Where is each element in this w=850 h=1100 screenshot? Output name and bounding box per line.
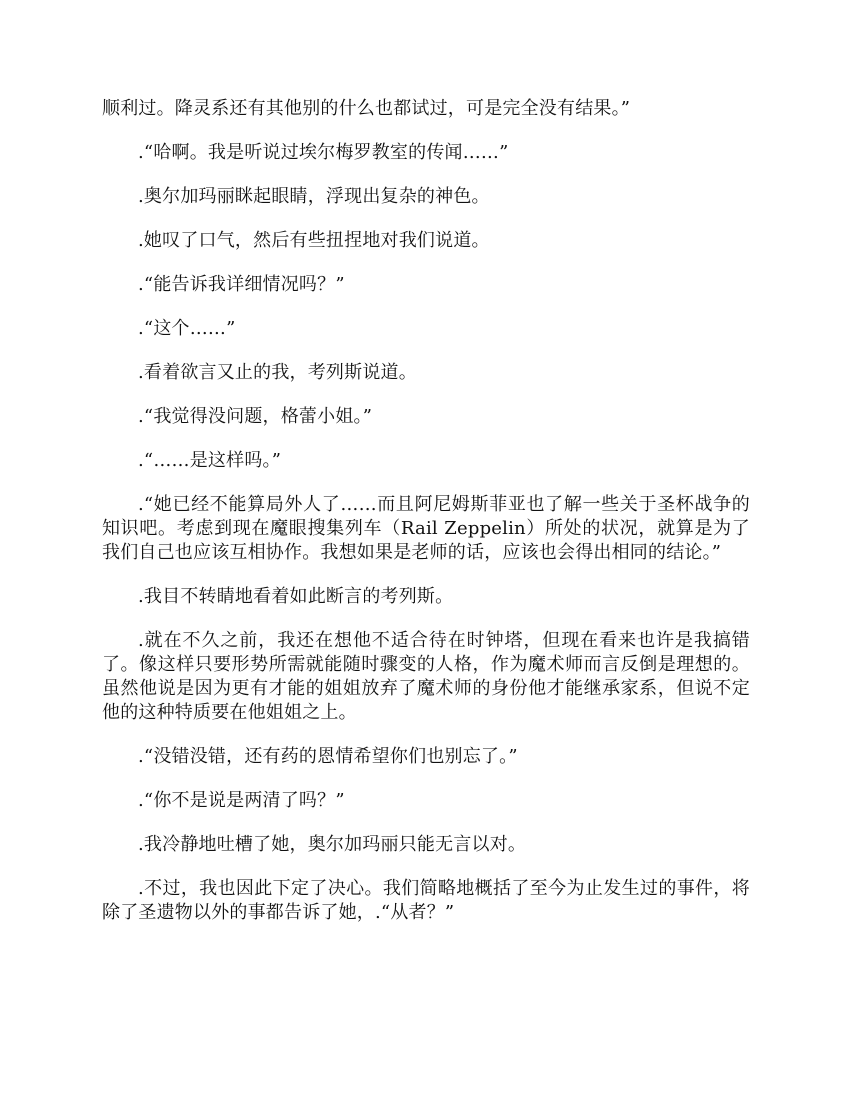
paragraph: .“哈啊。我是听说过埃尔梅罗教室的传闻……” xyxy=(138,142,509,163)
paragraph: .“你不是说是两清了吗？” xyxy=(138,790,345,811)
paragraph: .奥尔加玛丽眯起眼睛，浮现出复杂的神色。 xyxy=(138,186,490,207)
paragraph: .“这个……” xyxy=(138,318,236,339)
paragraph: 顺利过。降灵系还有其他别的什么也都试过，可是完全没有结果。” xyxy=(102,98,631,119)
paragraph: .“能告诉我详细情况吗？” xyxy=(138,274,345,295)
paragraph: .看着欲言又止的我，考列斯说道。 xyxy=(138,362,417,383)
document-page xyxy=(102,97,750,945)
paragraph: .“没错没错，还有药的恩情希望你们也别忘了。” xyxy=(138,746,518,767)
paragraph: .不过，我也因此下定了决心。我们简略地概括了至今为止发生过的事件，将除了圣遗物以外的事都告诉了她，.“从者？” xyxy=(102,878,750,923)
paragraph: .我冷静地吐槽了她，奥尔加玛丽只能无言以对。 xyxy=(138,834,527,855)
paragraph: .她叹了口气，然后有些扭捏地对我们说道。 xyxy=(138,230,490,251)
paragraph: .就在不久之前，我还在想他不适合待在时钟塔，但现在看来也许是我搞错了。像这样只要形势所需就能随时骤变的人格，作为魔术师而言反倒是理想的。虽然他说是因为更有才能的姐姐放弃了魔术师的身份他才能继承家系，但说不定他的这种特质要在他姐姐之上。 xyxy=(102,630,750,723)
paragraph: .“……是这样吗。” xyxy=(138,450,282,471)
paragraph: .我目不转睛地看着如此断言的考列斯。 xyxy=(138,586,454,607)
paragraph: .“她已经不能算局外人了……而且阿尼姆斯菲亚也了解一些关于圣杯战争的知识吧。考虑到现在魔眼搜集列车（Rail Zeppelin）所处的状况，就算是为了我们自己也应该互相协作。我想如果是老师的话，应该也会得出相同的结论。” xyxy=(102,494,750,563)
paragraph: .“我觉得没问题，格蕾小姐。” xyxy=(138,406,373,427)
